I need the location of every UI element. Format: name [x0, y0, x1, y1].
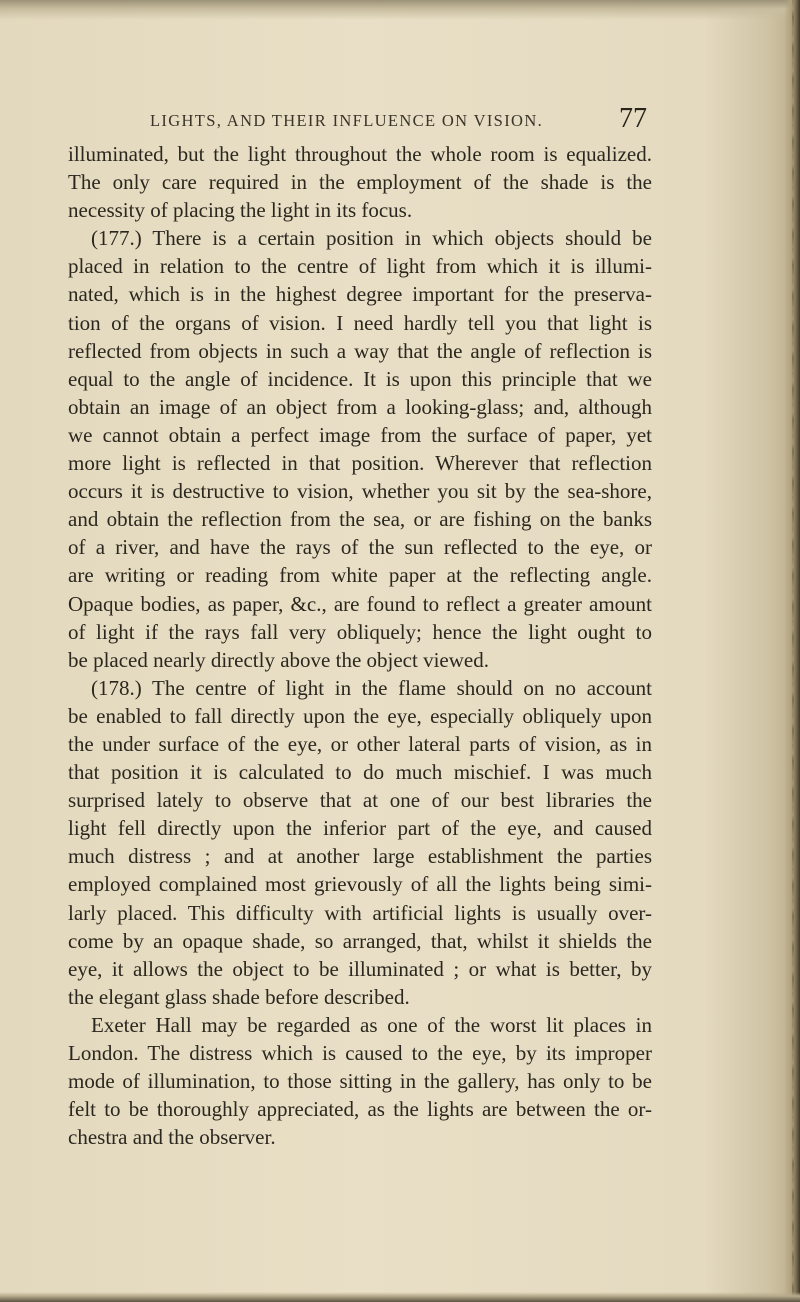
text-line: The only care required in the employment of the shade is the: [68, 170, 652, 195]
page-bottom-shadow: [0, 1292, 800, 1302]
text-line: equal to the angle of incidence. It is upon this principle that we: [68, 366, 652, 391]
text-line: light fell directly upon the inferior part of the eye, and caused: [68, 816, 652, 841]
text-line: larly placed. This difficulty with artificial lights is usually over-: [68, 900, 652, 925]
text-line: tion of the organs of vision. I need hardly tell you that light is: [68, 310, 652, 335]
text-line: much distress ; and at another large establishment the parties: [68, 844, 652, 869]
text-line: surprised lately to observe that at one of our best libraries the: [68, 788, 652, 813]
text-line: chestra and the observer.: [68, 1125, 276, 1150]
paragraph-start-178: (178.) The centre of light in the flame should on no account: [91, 675, 652, 700]
text-line: the elegant glass shade before described.: [68, 984, 410, 1009]
paragraph-start-exeter-hall: Exeter Hall may be regarded as one of the worst lit places in: [91, 1012, 652, 1037]
text-line: be placed nearly directly above the object viewed.: [68, 647, 489, 672]
text-line: placed in relation to the centre of light from which it is illumi-: [68, 254, 652, 279]
text-line: of a river, and have the rays of the sun reflected to the eye, or: [68, 535, 652, 560]
text-line: eye, it allows the object to be illuminated ; or what is better, by: [68, 956, 652, 981]
text-line: the under surface of the eye, or other lateral parts of vision, as in: [68, 731, 652, 756]
page-header: [150, 103, 650, 133]
text-line: obtain an image of an object from a looking-glass; and, although: [68, 394, 652, 419]
running-head: LIGHTS, AND THEIR INFLUENCE ON VISION.: [150, 111, 544, 130]
page-number: 77: [619, 103, 647, 134]
paragraph-start-177: (177.) There is a certain position in which objects should be: [91, 226, 652, 251]
text-line: reflected from objects in such a way that the angle of reflection is: [68, 338, 652, 363]
text-line: London. The distress which is caused to the eye, by its improper: [68, 1041, 652, 1065]
text-line: felt to be thoroughly appreciated, as the lights are between the or-: [68, 1097, 652, 1122]
text-line: occurs it is destructive to vision, whether you sit by the sea-shore,: [68, 479, 652, 504]
text-line: come by an opaque shade, so arranged, that, whilst it shields the: [68, 928, 652, 953]
body-text: [68, 140, 652, 1151]
text-line: necessity of placing the light in its focus.: [68, 198, 413, 223]
text-line: and obtain the reflection from the sea, or are fishing on the banks: [68, 507, 652, 532]
text-line: are writing or reading from white paper at the reflecting angle.: [68, 563, 652, 588]
text-line: be enabled to fall directly upon the eye, especially obliquely upon: [68, 703, 652, 728]
page-top-shadow: [0, 0, 800, 20]
text-line: nated, which is in the highest degree important for the preserva-: [68, 282, 652, 307]
text-line: that position it is calculated to do much mischief. I was much: [68, 760, 652, 785]
text-line: employed complained most grievously of all the lights being simi-: [68, 872, 652, 897]
page-binding-texture: [792, 0, 794, 1302]
text-line: mode of illumination, to those sitting in the gallery, has only to be: [68, 1069, 652, 1094]
text-line: we cannot obtain a perfect image from the surface of paper, yet: [68, 422, 652, 447]
text-line: more light is reflected in that position. Wherever that reflection: [68, 451, 652, 476]
text-line: Opaque bodies, as paper, &c., are found to reflect a greater amount: [68, 591, 652, 616]
text-line: illuminated, but the light throughout the whole room is equalized.: [68, 142, 652, 166]
text-line: of light if the rays fall very obliquely; hence the light ought to: [68, 619, 652, 644]
